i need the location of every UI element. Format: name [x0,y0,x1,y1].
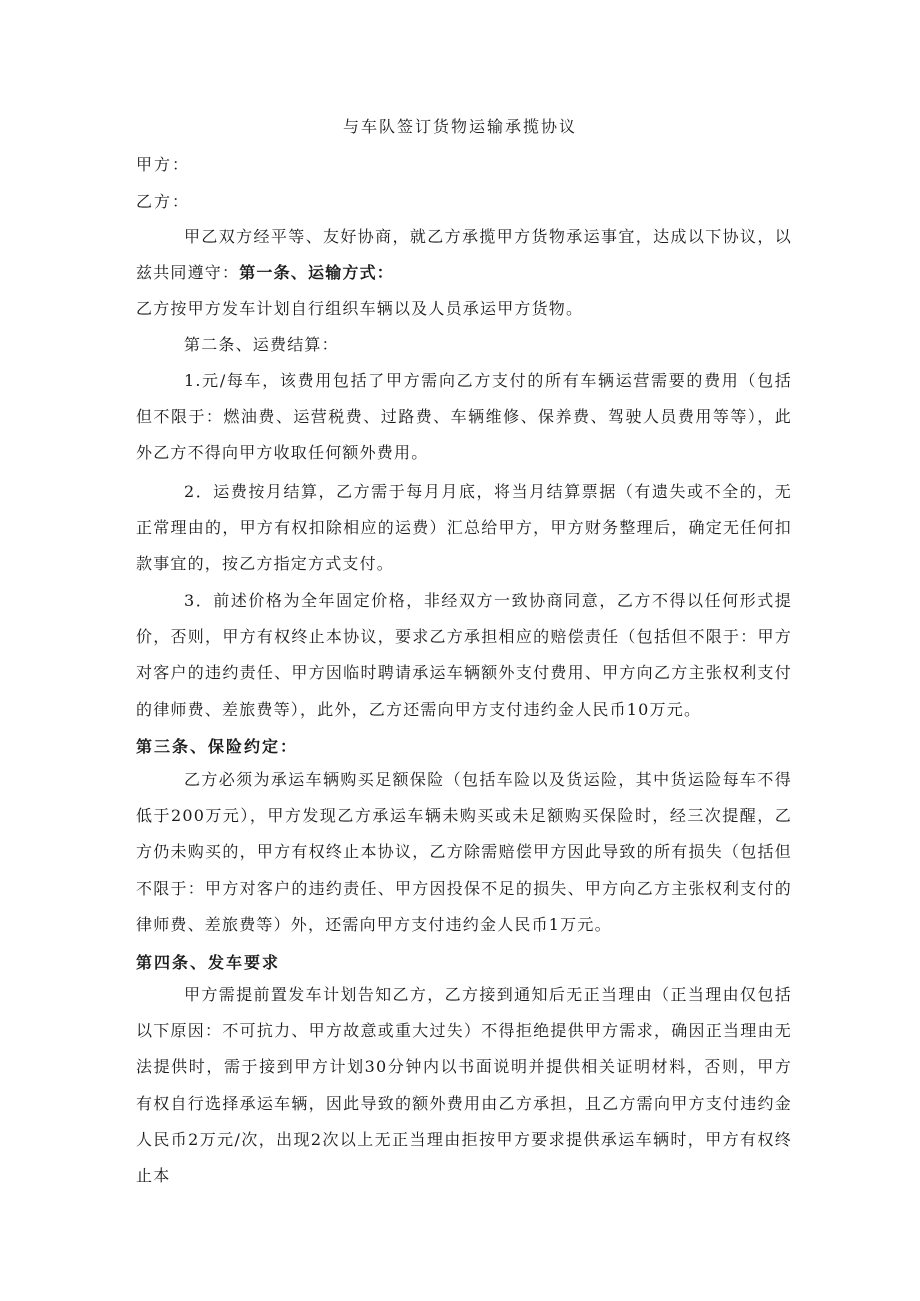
party-b-label: 乙方： [136,192,191,211]
article3-heading: 第三条、保险约定： [136,737,299,756]
intro-text: 甲乙双方经平等、友好协商，就乙方承揽甲方货物承运事宜，达成以下协议，以兹共同遵守： [136,227,792,283]
article4-heading: 第四条、发车要求 [136,953,281,972]
article2-item1: 1.元/每车，该费用包括了甲方需向乙方支付的所有车辆运营需要的费用（包括但不限于：燃油费、运营税费、过路费、车辆维修、保养费、驾驶人员费用等等），此外乙方不得向甲方收取任何额外费用。 [136,371,792,463]
document-title: 与车队签订货物运输承揽协议 [342,117,577,136]
article1-body: 乙方按甲方发车计划自行组织车辆以及人员承运甲方货物。 [136,299,584,318]
intro-paragraph [136,219,792,291]
article4-body: 甲方需提前置发车计划告知乙方，乙方接到通知后无正当理由（正当理由仅包括以下原因：不可抗力、甲方故意或重大过失）不得拒绝提供甲方需求，确因正当理由无法提供时，需于接到甲方计划30分钟内以书面说明并提供相关证明材料，否则，甲方有权自行选择承运车辆，因此导致的额外费用由乙方承担，且乙方需向甲方支付违约金人民币2万元/次，出现2次以上无正当理由拒按甲方要求提供承运车辆时，甲方有权终止本 [136,985,792,1186]
article2-heading: 第二条、运费结算： [184,335,339,354]
article1-heading: 第一条、运输方式： [239,263,395,283]
article3-body: 乙方必须为承运车辆购买足额保险（包括车险以及货运险，其中货运险每车不得低于200万元），甲方发现乙方承运车辆未购买或未足额购买保险时，经三次提醒，乙方仍未购买的，甲方有权终止本协议，乙方除需赔偿甲方因此导致的所有损失（包括但不限于：甲方对客户的违约责任、甲方因投保不足的损失、甲方向乙方主张权利支付的律师费、差旅费等）外，还需向甲方支付违约金人民币1万元。 [136,770,792,934]
party-a-label: 甲方： [136,155,191,174]
article2-item2: 2．运费按月结算，乙方需于每月月底，将当月结算票据（有遗失或不全的，无正常理由的，甲方有权扣除相应的运费）汇总给甲方，甲方财务整理后，确定无任何扣款事宜的，按乙方指定方式支付。 [136,482,792,574]
article2-item3: 3．前述价格为全年固定价格，非经双方一致协商同意，乙方不得以任何形式提价，否则，甲方有权终止本协议，要求乙方承担相应的赔偿责任（包括但不限于：甲方对客户的违约责任、甲方因临时聘请承运车辆额外支付费用、甲方向乙方主张权利支付的律师费、差旅费等），此外，乙方还需向甲方支付违约金人民币10万元。 [136,591,792,719]
